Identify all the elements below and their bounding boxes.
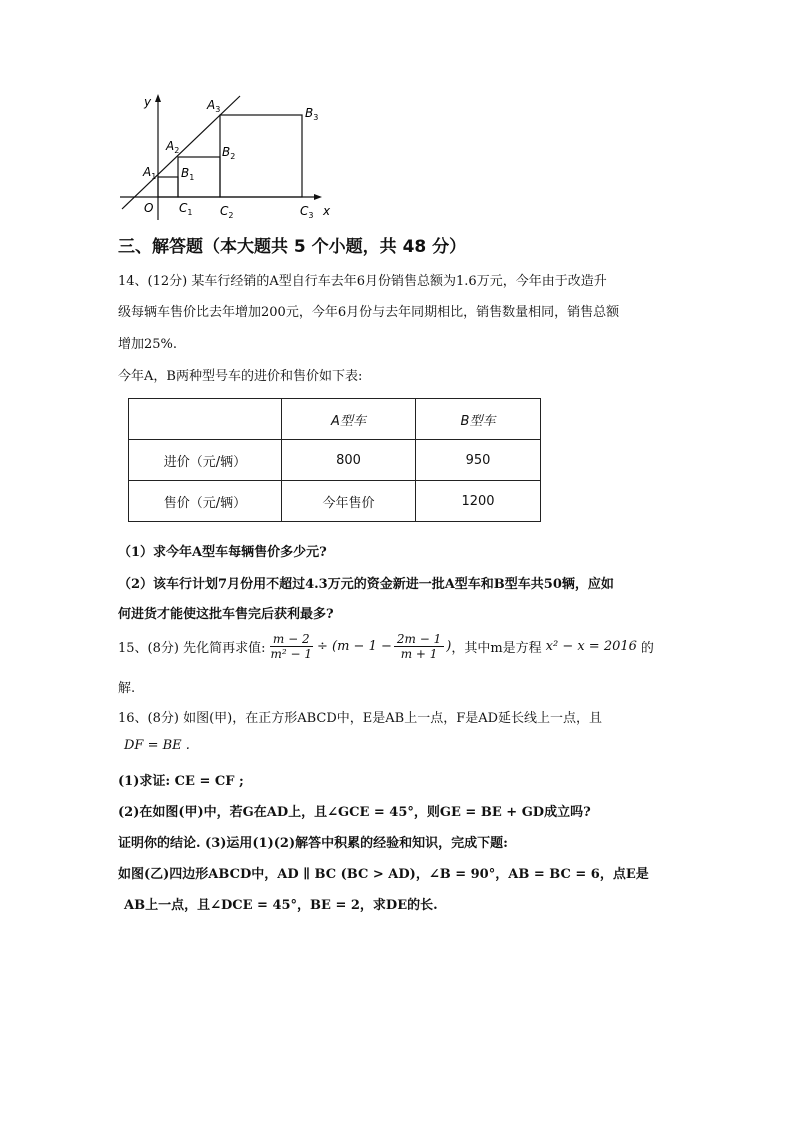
- label-A3: $A_3$: [207, 98, 221, 114]
- y-axis-arrow: [155, 94, 161, 102]
- q14-table-intro: 今年A，B两种型号车的进价和售价如下表:: [118, 369, 363, 384]
- q16-line6: 如图(乙)四边形ABCD中，AD ∥ BC (BC > AD)，∠B = 90°，AB = BC = 6，点E是: [118, 867, 649, 882]
- q16-line2: DF = BE .: [124, 738, 190, 753]
- q16-line1: 16、(8分) 如图(甲)，在正方形ABCD中，E是AB上一点，F是AD延长线上一点，且: [118, 711, 603, 726]
- q15-line1: [118, 626, 654, 666]
- q15-fraction-2-denominator: m + 1: [400, 646, 438, 661]
- label-B2: $B_2$: [222, 145, 236, 161]
- q16-line7: AB上一点，且∠DCE = 45°，BE = 2，求DE的长.: [124, 898, 438, 913]
- q15-prefix: 15、(8分) 先化简再求值:: [118, 640, 266, 656]
- table-header-cell: B型车: [416, 399, 541, 440]
- q15-line2: 解.: [118, 681, 136, 696]
- label-B1: $B_1$: [181, 166, 195, 182]
- label-x: x: [323, 204, 331, 218]
- table-cell: 800: [282, 440, 416, 481]
- price-table: [128, 398, 541, 522]
- table-cell: 今年售价: [282, 481, 416, 522]
- label-A1: $A_1$: [143, 165, 157, 181]
- label-A2: $A_2$: [166, 139, 180, 155]
- q16-line4: (2)在如图(甲)中，若G在AD上，且∠GCE = 45°，则GE = BE + GD成立吗?: [118, 805, 591, 820]
- q15-close-paren: ): [446, 638, 452, 654]
- square-1: [158, 177, 178, 197]
- q14-line1: 14、(12分) 某车行经销的A型自行车去年6月份销售总额为1.6万元，今年由于改造升: [118, 274, 607, 289]
- q14-part2-line2: 何进货才能使这批车售完后获利最多?: [118, 607, 334, 622]
- table-header-cell: A型车: [282, 399, 416, 440]
- q14-line2: 级每辆车售价比去年增加200元，今年6月份与去年同期相比，销售数量相同，销售总额: [118, 305, 620, 320]
- q15-fraction-2: [394, 632, 444, 661]
- table-cell: 1200: [416, 481, 541, 522]
- label-C3: $C_3$: [300, 204, 314, 220]
- q15-fraction-1-numerator: m − 2: [270, 632, 313, 647]
- table-row: [129, 399, 541, 440]
- label-B3: $B_3$: [305, 106, 319, 122]
- section-heading: 三、解答题（本大题共 5 个小题，共 48 分）: [118, 237, 467, 257]
- q15-division: ÷ (m − 1 −: [317, 638, 392, 654]
- q15-equation: x² − x = 2016: [545, 638, 637, 654]
- q14-part2-line1: （2）该车行计划7月份用不超过4.3万元的资金新进一批A型车和B型车共50辆，应如: [118, 577, 614, 592]
- geometry-figure: [110, 88, 350, 223]
- table-cell: 进价（元/辆）: [129, 440, 282, 481]
- table-row: [129, 481, 541, 522]
- q15-middle: ，其中m是方程: [451, 640, 542, 656]
- table-cell: 950: [416, 440, 541, 481]
- label-C2: $C_2$: [220, 204, 234, 220]
- q16-line5: 证明你的结论. (3)运用(1)(2)解答中积累的经验和知识，完成下题:: [118, 836, 508, 851]
- label-y: y: [144, 95, 152, 109]
- q15-fraction-2-numerator: 2m − 1: [394, 632, 444, 647]
- q15-fraction-1-denominator: m² − 1: [270, 646, 312, 661]
- table-header-cell: [129, 399, 282, 440]
- q14-line3: 增加25%.: [118, 337, 178, 352]
- label-O: O: [144, 201, 154, 215]
- label-C1: $C_1$: [179, 201, 193, 217]
- q14-part1: （1）求今年A型车每辆售价多少元?: [118, 545, 327, 560]
- q15-suffix: 的: [640, 640, 654, 656]
- table-row: [129, 440, 541, 481]
- q16-line3: (1)求证: CE = CF ;: [118, 774, 244, 789]
- q15-fraction-1: [267, 632, 315, 661]
- table-cell: 售价（元/辆）: [129, 481, 282, 522]
- x-axis-arrow: [314, 194, 322, 200]
